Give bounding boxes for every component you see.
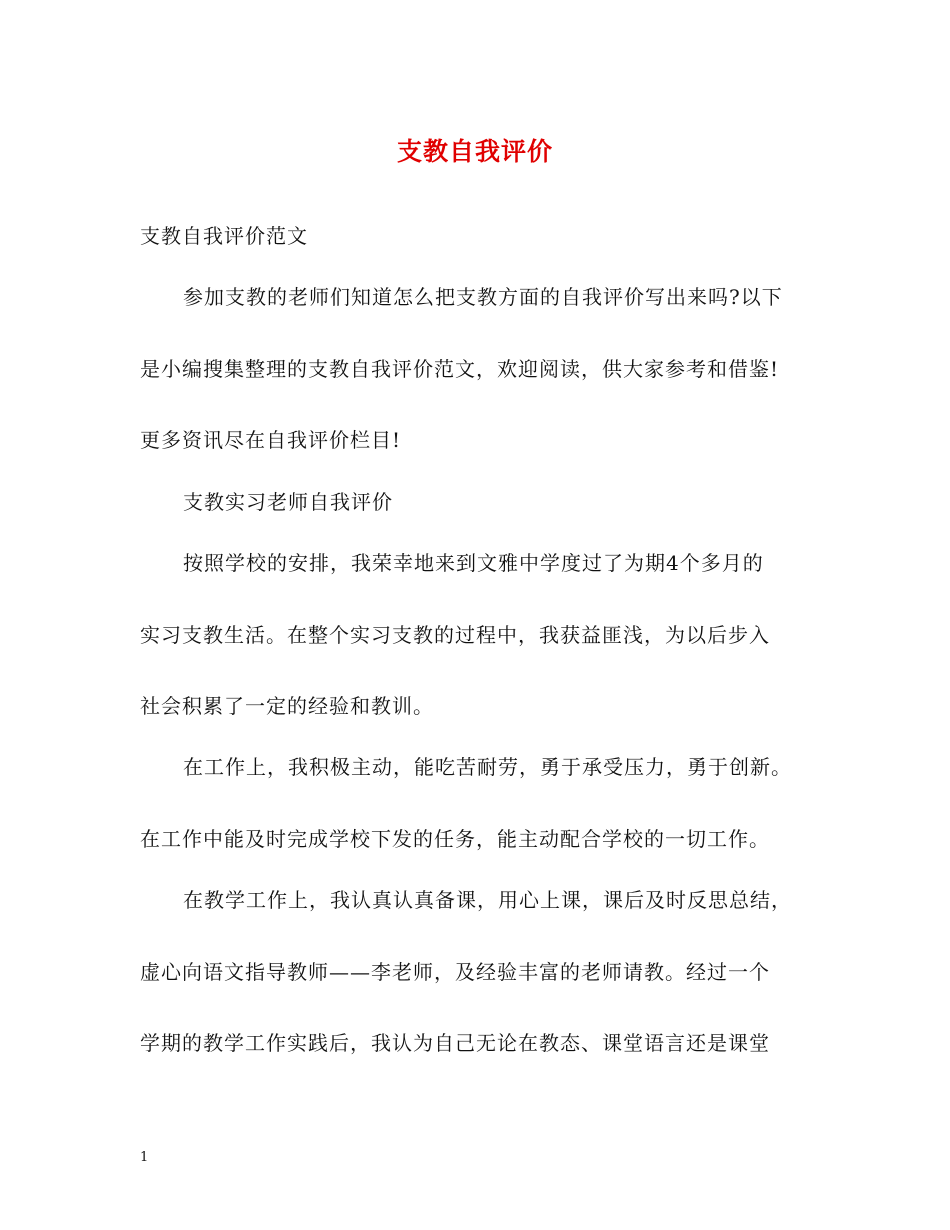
paragraph-line: 虚心向语文指导教师——李老师，及经验丰富的老师请教。经过一个 — [140, 960, 770, 984]
paragraph-line: 社会积累了一定的经验和教训。 — [140, 694, 434, 718]
paragraph-line: 实习支教生活。在整个实习支教的过程中，我获益匪浅，为以后步入 — [140, 623, 770, 647]
paragraph-line: 参加支教的老师们知道怎么把支教方面的自我评价写出来吗?以下 — [183, 285, 783, 309]
paragraph-line: 学期的教学工作实践后，我认为自己无论在教态、课堂语言还是课堂 — [140, 1031, 770, 1055]
document-title: 支教自我评价 — [396, 137, 553, 166]
section-heading: 支教实习老师自我评价 — [183, 490, 393, 514]
paragraph-line: 在工作中能及时完成学校下发的任务，能主动配合学校的一切工作。 — [140, 827, 770, 851]
paragraph-line: 更多资讯尽在自我评价栏目! — [140, 428, 402, 452]
paragraph-line: 按照学校的安排，我荣幸地来到文雅中学度过了为期4个多月的 — [183, 551, 764, 575]
page-number: 1 — [140, 1150, 149, 1165]
subtitle-line: 支教自我评价范文 — [140, 224, 308, 248]
paragraph-line: 在工作上，我积极主动，能吃苦耐劳，勇于承受压力，勇于创新。 — [183, 755, 792, 779]
paragraph-line: 在教学工作上，我认真认真备课，用心上课，课后及时反思总结， — [183, 888, 792, 912]
paragraph-line: 是小编搜集整理的支教自我评价范文，欢迎阅读，供大家参考和借鉴! — [140, 357, 780, 381]
